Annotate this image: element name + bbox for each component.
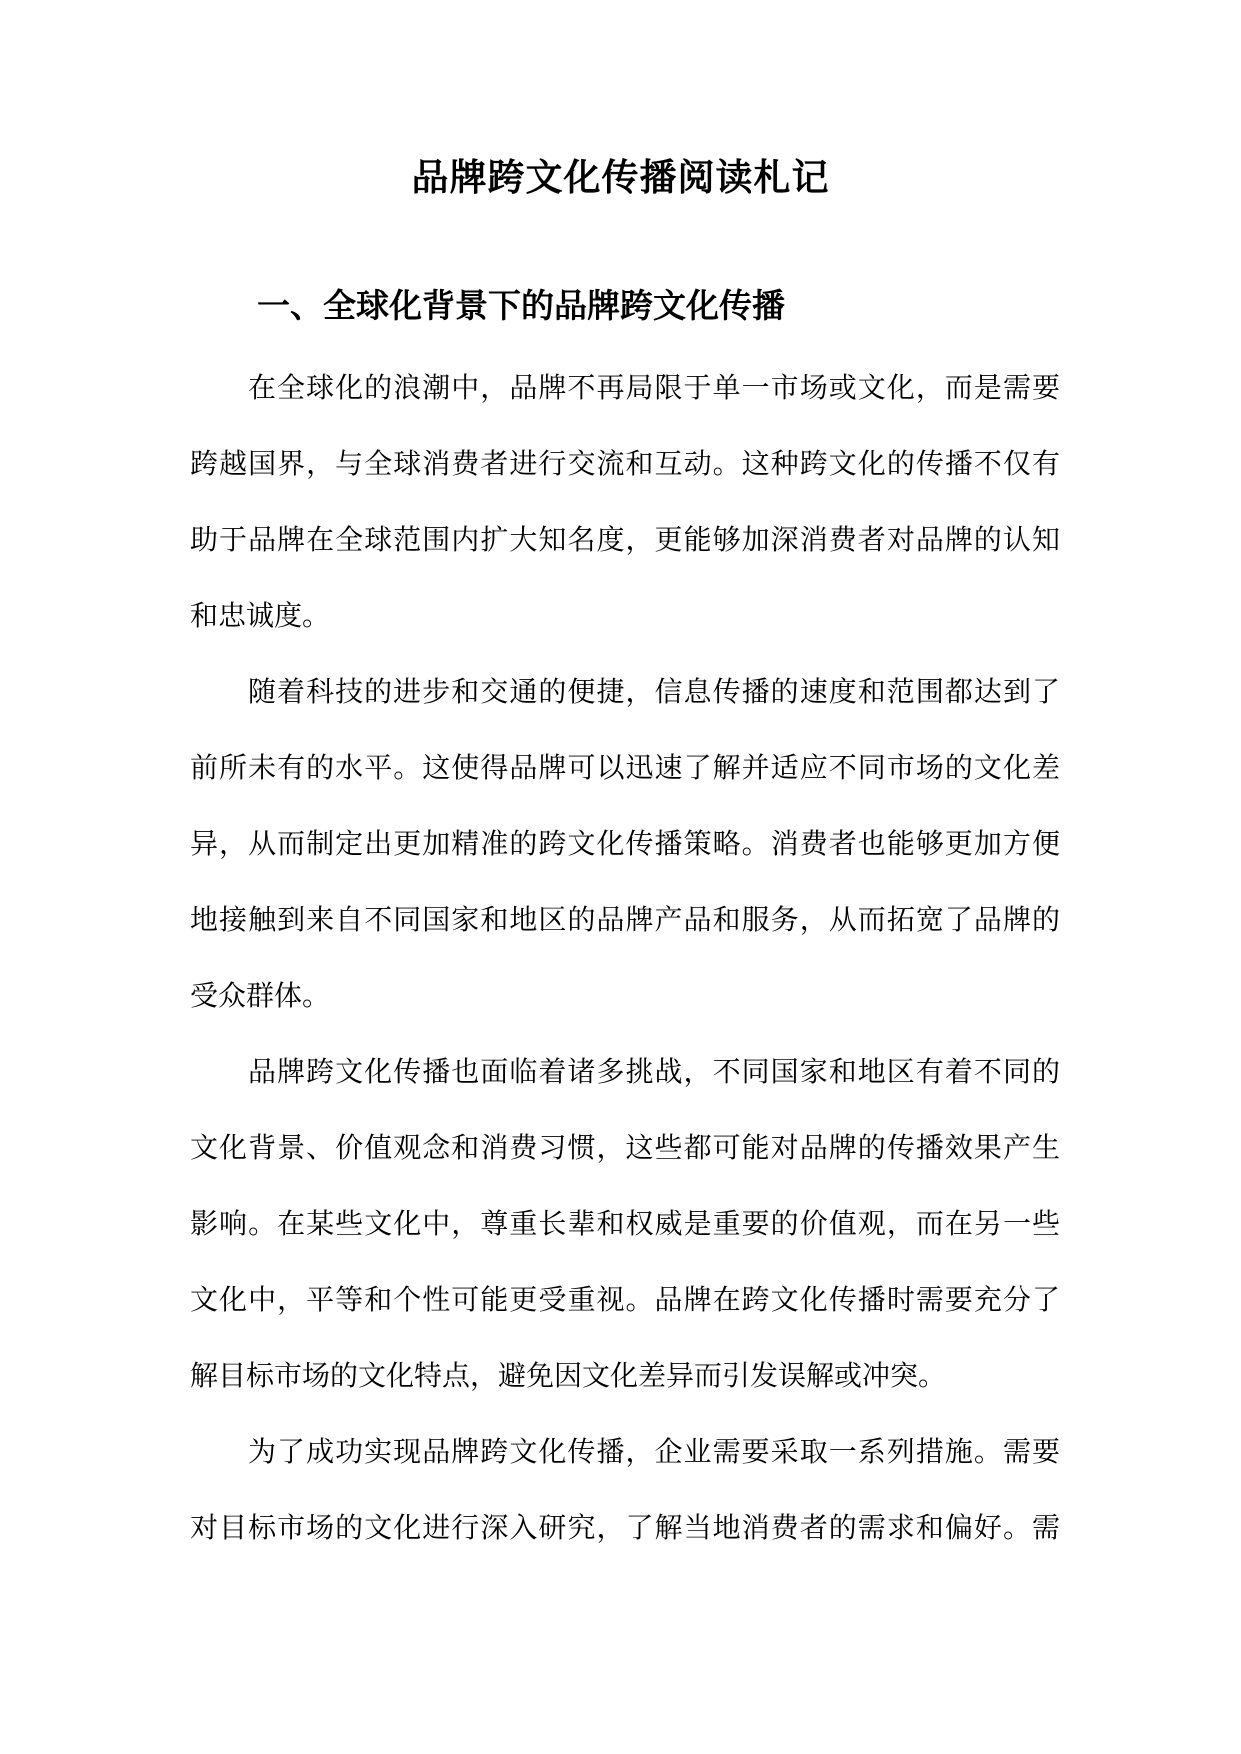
text-line: 为了成功实现品牌跨文化传播，企业需要采取一系列措施。需要: [248, 1435, 1060, 1468]
text-line: 影响。在某些文化中，尊重长辈和权威是重要的价值观，而在另一些: [190, 1207, 1060, 1240]
text-line: 对目标市场的文化进行深入研究，了解当地消费者的需求和偏好。需: [190, 1511, 1060, 1544]
text-line: 助于品牌在全球范围内扩大知名度，更能够加深消费者对品牌的认知: [190, 523, 1060, 556]
body-text: [190, 362, 1060, 1578]
text-line: 和忠诚度。: [190, 599, 331, 632]
paragraph-1: [190, 362, 1060, 666]
text-line: 地接触到来自不同国家和地区的品牌产品和服务，从而拓宽了品牌的: [190, 903, 1060, 936]
paragraph-3: [190, 1046, 1060, 1426]
text-line: 解目标市场的文化特点，避免因文化差异而引发误解或冲突。: [190, 1359, 947, 1392]
text-line: 在全球化的浪潮中，品牌不再局限于单一市场或文化，而是需要: [248, 371, 1060, 404]
text-line: 跨越国界，与全球消费者进行交流和互动。这种跨文化的传播不仅有: [190, 447, 1060, 480]
text-line: 前所未有的水平。这使得品牌可以迅速了解并适应不同市场的文化差: [190, 751, 1060, 784]
text-line: 品牌跨文化传播也面临着诸多挑战，不同国家和地区有着不同的: [248, 1055, 1060, 1088]
text-line: 异，从而制定出更加精准的跨文化传播策略。消费者也能够更加方便: [190, 827, 1060, 860]
text-line: 文化中，平等和个性可能更受重视。品牌在跨文化传播时需要充分了: [190, 1283, 1060, 1316]
text-line: 随着科技的进步和交通的便捷，信息传播的速度和范围都达到了: [248, 675, 1060, 708]
paragraph-4: [190, 1426, 1060, 1578]
paragraph-2: [190, 666, 1060, 1046]
document-title: 品牌跨文化传播阅读札记: [411, 155, 830, 199]
section-heading: 一、全球化背景下的品牌跨文化传播: [257, 286, 785, 325]
text-line: 文化背景、价值观念和消费习惯，这些都可能对品牌的传播效果产生: [190, 1131, 1060, 1164]
text-line: 受众群体。: [190, 979, 331, 1012]
